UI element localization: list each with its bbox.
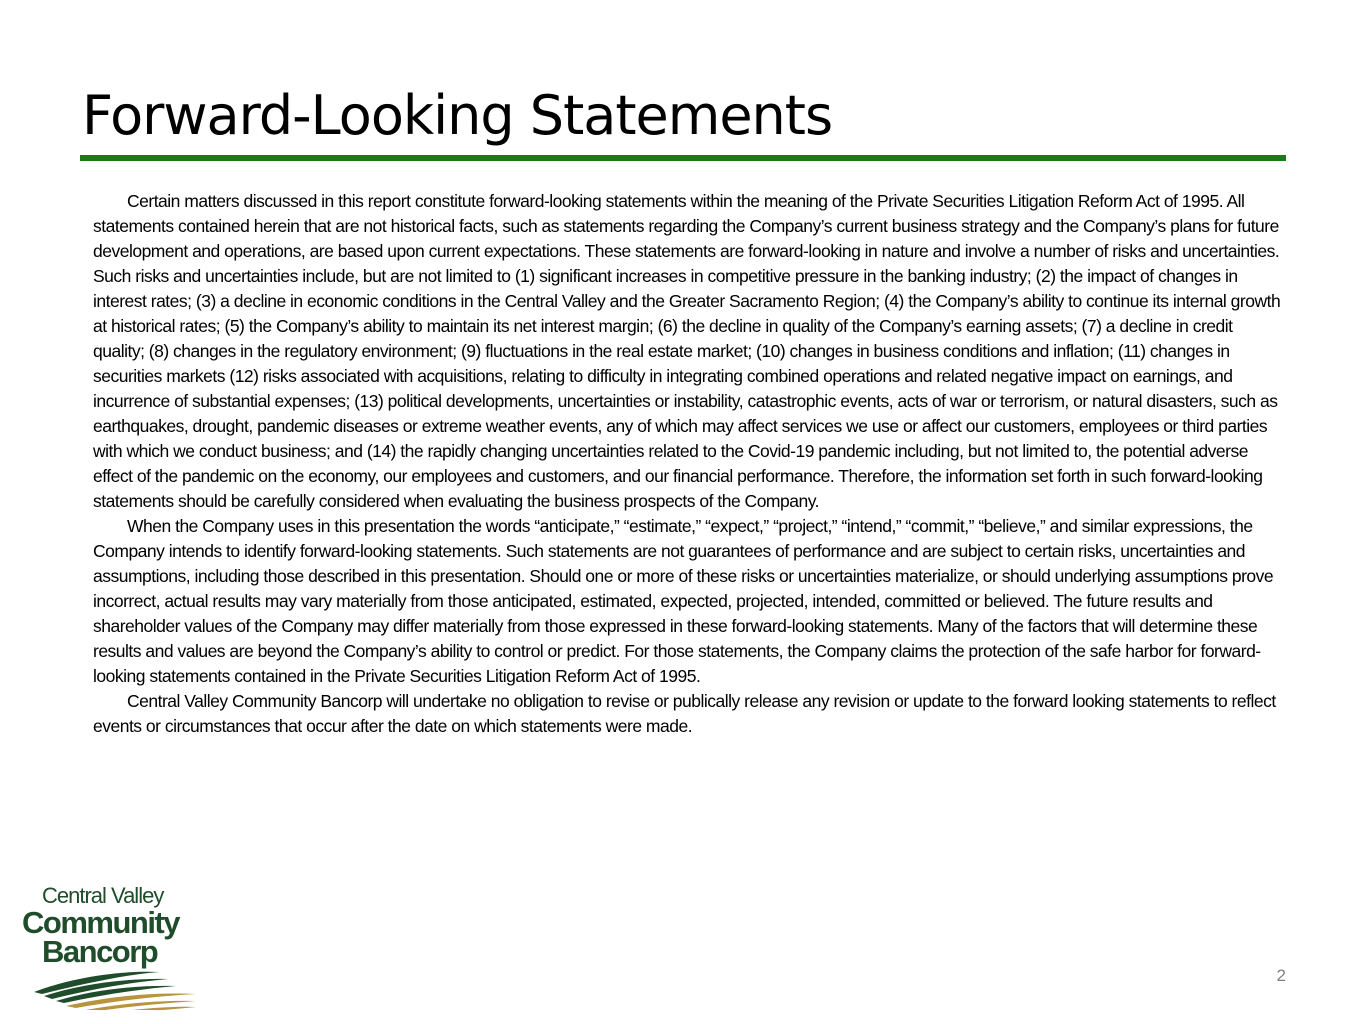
paragraph-risk-factors: Certain matters discussed in this report constitute forward-looking statements within the meaning of the Private Securities Litigation Reform Act of 1995. All statements contained herein that are not historical facts, such as statements regarding the Company’s current business strategy and the Company’s plans for future development and operations, are based upon current expectations. These statements are forward-looking in nature and involve a number of risks and uncertainties. Such risks and uncertainties include, but are not limited to (1) significant increases in competitive pressure in the banking industry; (2) the impact of changes in interest rates; (3) a decline in economic conditions in the Central Valley and the Greater Sacramento Region; (4) the Company’s ability to continue its internal growth at historical rates; (5) the Company’s ability to maintain its net interest margin; (6) the decline in quality of the Company’s earning assets; (7) a decline in credit quality; (8) changes in the regulatory environment; (9) fluctuations in the real estate market; (10) changes in business conditions and inflation; (11) changes in securities markets (12) risks associated with acquisitions, relating to difficulty in integrating combined operations and related negative impact on earnings, and incurrence of substantial expenses; (13) political developments, uncertainties or instability, catastrophic events, acts of war or terrorism, or natural disasters, such as earthquakes, drought, pandemic diseases or extreme weather events, any of which may affect services we use or affect our customers, employees or third parties with which we conduct business; and (14) the rapidly changing uncertainties related to the Covid-19 pandemic including, but not limited to, the potential adverse effect of the pandemic on the economy, our employees and customers, and our financial performance. Therefore, the information set forth in such forward-looking statements should be carefully considered when evaluating the business prospects of the Company. [93,191,1281,511]
paragraph-no-obligation: Central Valley Community Bancorp will undertake no obligation to revise or publically release any revision or update to the forward looking statements to reflect events or circumstances that occur after the date on which statements were made. [93,691,1276,736]
slide-title: Forward-Looking Statements [82,84,833,147]
body-text [93,189,1285,739]
logo-wordmark [22,883,202,969]
logo-line-community: Community [22,905,179,940]
paragraph-forward-looking-words: When the Company uses in this presentation the words “anticipate,” “estimate,” “expect,” “project,” “intend,” “commit,” “believe,” and similar expressions, the Company intends to identify forward-looking statements. Such statements are not guarantees of performance and are subject to certain risks, uncertainties and assumptions, including those described in this presentation. Should one or more of these risks or uncertainties materialize, or should underlying assumptions prove incorrect, actual results may vary materially from those anticipated, estimated, expected, projected, intended, committed or believed. The future results and shareholder values of the Company may differ materially from those expressed in these forward-looking statements. Many of the factors that will determine these results and values are beyond the Company’s ability to control or predict. For those statements, the Company claims the protection of the safe harbor for forward-looking statements contained in the Private Securities Litigation Reform Act of 1995. [93,516,1274,686]
title-divider [80,155,1286,161]
logo-line-bancorp: Bancorp [42,934,158,969]
company-logo [22,884,202,1010]
logo-line-central-valley: Central Valley [42,883,164,908]
page-number: 2 [1276,966,1286,985]
farm-fields-icon [30,970,198,1010]
